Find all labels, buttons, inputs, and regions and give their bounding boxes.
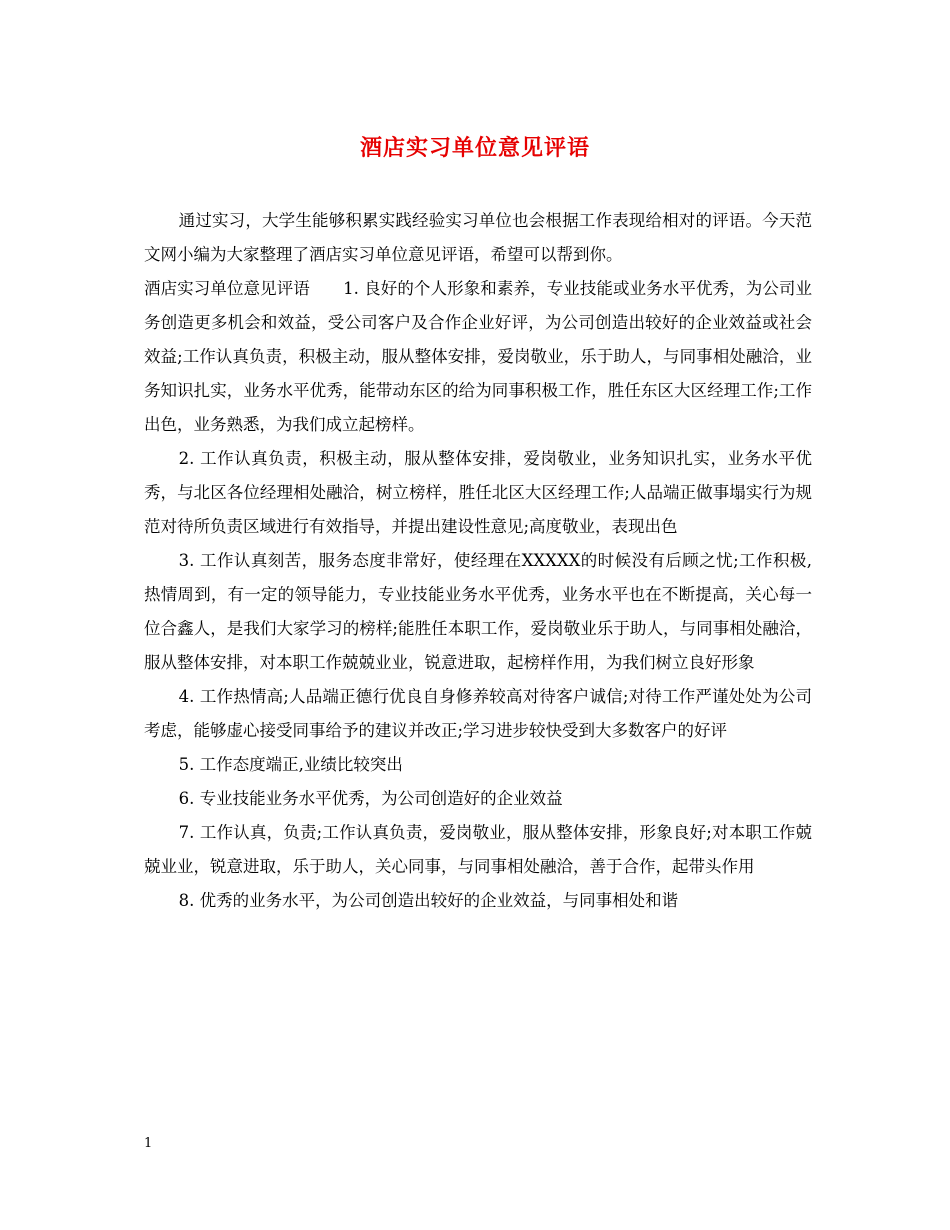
- intro-paragraph: 通过实习，大学生能够积累实践经验实习单位也会根据工作表现给相对的评语。今天范文网小编为大家整理了酒店实习单位意见评语，希望可以帮到你。: [144, 211, 812, 264]
- comment-item-1: 酒店实习单位意见评语 1. 良好的个人形象和素养，专业技能或业务水平优秀，为公司业务创造更多机会和效益，受公司客户及合作企业好评，为公司创造出较好的企业效益或社会效益;工作认真负责，积极主动，服从整体安排，爱岗敬业，乐于助人，与同事相处融洽，业务知识扎实，业务水平优秀，能带动东区的给为同事积极工作，胜任东区大区经理工作;工作出色，业务熟悉，为我们成立起榜样。: [144, 279, 812, 434]
- comment-item-6: 6. 专业技能业务水平优秀，为公司创造好的企业效益: [178, 789, 563, 808]
- document-title: 酒店实习单位意见评语: [359, 135, 590, 161]
- comment-item-7: 7. 工作认真，负责;工作认真负责，爱岗敬业，服从整体安排，形象良好;对本职工作兢兢业业，锐意进取，乐于助人，关心同事，与同事相处融洽，善于合作，起带头作用: [144, 823, 812, 876]
- page-number: 1: [144, 1136, 153, 1151]
- comment-item-3: 3. 工作认真刻苦，服务态度非常好，使经理在XXXXX的时候没有后顾之忧;工作积极,热情周到，有一定的领导能力，专业技能业务水平优秀，业务水平也在不断提高，关心每一位合鑫人，是我们大家学习的榜样;能胜任本职工作，爱岗敬业乐于助人，与同事相处融洽，服从整体安排，对本职工作兢兢业业，锐意进取，起榜样作用，为我们树立良好形象: [144, 551, 812, 672]
- document-body: [144, 204, 812, 918]
- comment-item-2: 2. 工作认真负责，积极主动，服从整体安排，爱岗敬业，业务知识扎实，业务水平优秀，与北区各位经理相处融洽，树立榜样，胜任北区大区经理工作;人品端正做事塌实行为规范对待所负责区域进行有效指导，并提出建设性意见;高度敬业，表现出色: [144, 449, 812, 536]
- comment-item-5: 5. 工作态度端正,业绩比较突出: [178, 755, 403, 774]
- comment-item-4: 4. 工作热情高;人品端正德行优良自身修养较高对待客户诚信;对待工作严谨处处为公司考虑，能够虚心接受同事给予的建议并改正;学习进步较快受到大多数客户的好评: [144, 687, 812, 740]
- comment-item-8: 8. 优秀的业务水平，为公司创造出较好的企业效益，与同事相处和谐: [178, 891, 679, 910]
